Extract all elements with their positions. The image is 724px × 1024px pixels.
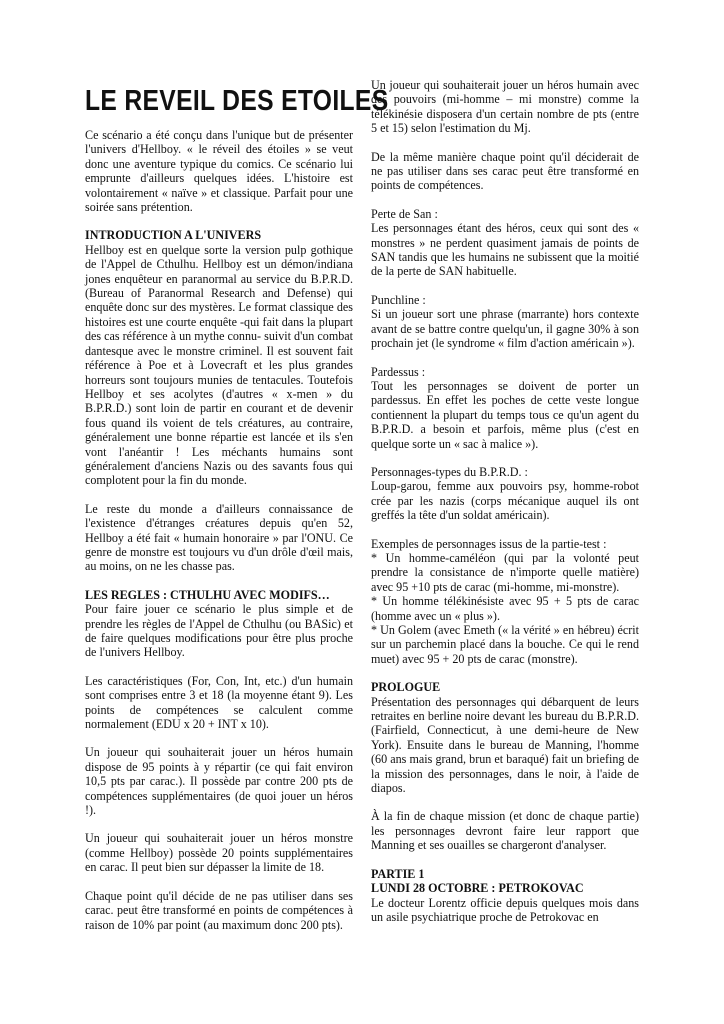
punchline-section (371, 293, 639, 351)
partie-paragraph: Le docteur Lorentz officie depuis quelques mois dans un asile psychiatrique proche de Petrokovac en (371, 895, 639, 924)
san-section (371, 207, 639, 279)
univers-paragraph: Hellboy est en quelque sorte la version pulp gothique de l'Appel de Cthulhu. Hellboy est un démon/indiana jones enquêteur en paranormal au service du B.P.R.D. (Bureau of Paranormal Research and Defense) qui enquête donc sur des mystères. Le format classique des histoires est une courte enquête -qui fait dans la plupart des cas référence à un mythe connu- suivit d'un combat dantesque avec le monstre criminel. Il est souvent fait référence à Poe et à Lovecraft et les plus grandes horreurs sont toujours munies de tentacules. Toutefois Hellboy et ses acolytes (d'autres « x-men » du B.P.R.D.) sont loin de partir en courant et de devenir fous quand ils voient de tels créatures, au contraire, généralement une bonne répartie est lancée et ils s'en vont l'anéantir ! Les méchants humains sont généralement d'anciens Nazis ou des savants fous qui complotent pour la fin du monde. (85, 242, 353, 488)
fin-mission-paragraph: À la fin de chaque mission (et donc de chaque partie) les personnages devront faire leur rapport que Manning et ses ouailles se chargeront d'analyser. (371, 809, 639, 853)
left-column (85, 78, 389, 946)
prologue-section (371, 680, 639, 795)
punchline-paragraph: Si un joueur sort une phrase (marrante) hors contexte avant de se battre contre quelqu'un, il gagne 30% à son prochain jet (le syndrome « film d'action américain »). (371, 307, 639, 351)
punchline-label: Punchline : (371, 292, 426, 307)
san-label: Perte de San : (371, 206, 438, 221)
chaque-paragraph: Chaque point qu'il décide de ne pas utiliser dans ses carac. peut être transformé en points de compétences à raison de 10% par point (au maximum donc 200 pts). (85, 888, 353, 932)
pardessus-paragraph: Tout les personnages se doivent de porter un pardessus. En effet les poches de cette veste longue contiennent la plupart du temps tous ce qu'un agent du B.P.R.D. a besoin et parfois, même plus (c'est en quelque sorte un « sac à malice »). (371, 378, 639, 451)
exemple-item: * Un homme télékinésiste avec 95 + 5 pts de carac (homme avec un « plus »). (371, 594, 639, 623)
partie-subheading: LUNDI 28 OCTOBRE : PETROKOVAC (371, 881, 584, 896)
prologue-heading: PROLOGUE (371, 680, 441, 695)
exemple-item: * Un homme-caméléon (qui par la volonté peut prendre la consistance de n'importe quelle matière) avec 95 +10 pts de carac (mi-homme, mi-monstre). (371, 550, 639, 594)
types-label: Personnages-types du B.P.R.D. : (371, 464, 528, 479)
san-paragraph: Les personnages étant des héros, ceux qui sont des « monstres » ne perdent quasiment jamais de points de SAN tandis que les humains ne subissent que la moitié de la perte de SAN habituelle. (371, 221, 639, 279)
monde-paragraph: Le reste du monde a d'ailleurs connaissance de l'existence d'étranges créatures depuis qu'en 52, Hellboy a été fait « humain honoraire » par l'ONU. Ce genre de monstre est toujours vu d'un drôle d'œil mais, au moins, on ne les chasse pas. (85, 501, 353, 574)
maniere-paragraph: De la même manière chaque point qu'il déciderait de ne pas utiliser dans ses carac peut être transformé en points de compétences. (371, 149, 639, 193)
exemples-label: Exemples de personnages issus de la partie-test : (371, 536, 607, 551)
regles-paragraph: Pour faire jouer ce scénario le plus simple et de prendre les règles de l'Appel de Cthulhu (ou BASic) et de faire quelques modifications pour être plus proche de l'univers Hellboy. (85, 602, 353, 660)
types-section (371, 465, 639, 523)
exemples-section (371, 537, 639, 667)
exemple-item: * Un Golem (avec Emeth (« la vérité » en hébreu) écrit sur un parchemin placé dans la bouche. Ce qui le rend muet) avec 95 + 20 pts de carac (monstre). (371, 623, 639, 666)
right-column (371, 78, 639, 924)
carac-paragraph: Les caractéristiques (For, Con, Int, etc.) d'un humain sont comprises entre 3 et 18 (la moyenne étant 9). Les points de compétences se calculent comme normalement (EDU x 20 + INT x 10). (85, 673, 353, 732)
types-paragraph: Loup-garou, femme aux pouvoirs psy, homme-robot crée par les nazis (corps mécanique auquel ils ont greffés la tête d'un soldat américain). (371, 479, 639, 523)
regles-section (85, 588, 353, 660)
univers-heading: INTRODUCTION A L'UNIVERS (85, 228, 262, 243)
monstre-paragraph: Un joueur qui souhaiterait jouer un héros monstre (comme Hellboy) possède 20 points supplémentaires en carac. Il peut bien sur dépasser la limite de 18. (85, 831, 353, 875)
humain-paragraph: Un joueur qui souhaiterait jouer un héros humain dispose de 95 points à y répartir (ce qui fait environ 10,5 pts par carac.). Il possède par contre 200 pts de compétences supplémentaires (de quoi jouer un héros !). (85, 745, 353, 818)
pouvoirs-paragraph: Un joueur qui souhaiterait jouer un héros humain avec des pouvoirs (mi-homme – mi monstre) comme la télékinésie disposera d'un certain nombre de pts (entre 5 et 15) selon l'estimation du Mj. (371, 78, 639, 136)
document-title: LE REVEIL DES ETOILES (85, 85, 389, 117)
regles-heading: LES REGLES : CTHULHU AVEC MODIFS… (85, 587, 330, 602)
pardessus-section (371, 365, 639, 451)
univers-section (85, 228, 353, 487)
partie-section (371, 867, 639, 925)
intro-paragraph: Ce scénario a été conçu dans l'unique but de présenter l'univers d'Hellboy. « le réveil des étoiles » se veut donc une aventure typique du comics. Ce scénario lui emprunte d'ailleurs quelques idées. L'histoire est volontairement « naïve » et classique. Parfait pour une soirée sans prétention. (85, 128, 353, 215)
prologue-paragraph: Présentation des personnages qui débarquent de leurs retraites en berline noire devant les bureau du B.P.R.D. (Fairfield, Connecticut, à une demi-heure de New York). Ensuite dans le bureau de Manning, l'homme (60 ans mais grand, brun et baraqué) fait un briefing de la mission des personnages, dans le noir, à l'aide de diapos. (371, 694, 639, 796)
pardessus-label: Pardessus : (371, 364, 426, 379)
partie-heading: PARTIE 1 (371, 866, 425, 881)
